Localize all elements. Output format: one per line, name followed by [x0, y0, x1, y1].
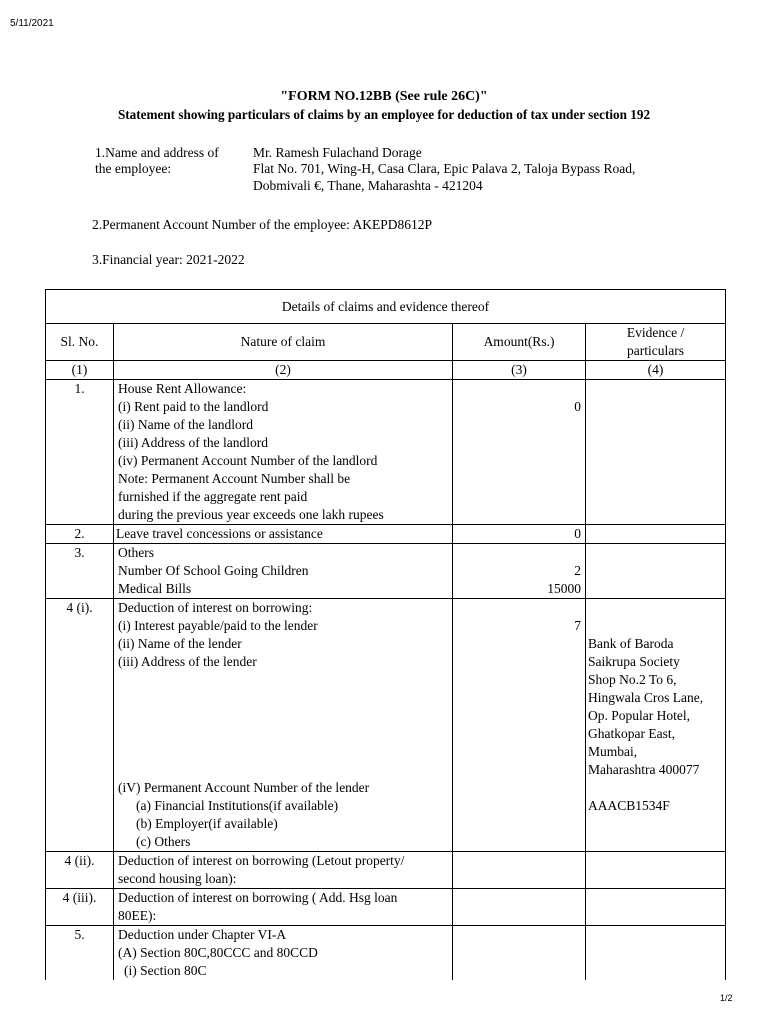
form-title: "FORM NO.12BB (See rule 26C)" — [280, 89, 488, 104]
header-amount: Amount(Rs.) — [453, 324, 586, 361]
sl-no: 5. — [46, 926, 114, 981]
claim-amount: 0 — [453, 525, 586, 544]
employee-pan: 2.Permanent Account Number of the employee: AKEPD8612P — [92, 217, 433, 232]
claim-amount — [453, 926, 586, 981]
claim-line: House Rent Allowance: — [118, 381, 247, 396]
col-num-2: (2) — [114, 361, 453, 380]
interest-amount: 7 — [574, 618, 581, 633]
claim-description — [114, 544, 453, 599]
claim-amount — [453, 544, 586, 599]
table-row — [46, 926, 726, 981]
claim-description — [114, 852, 453, 889]
header-row — [46, 324, 726, 361]
claim-line: second housing loan): — [118, 871, 237, 886]
claim-evidence — [586, 599, 726, 852]
claim-line: (i) Rent paid to the landlord — [118, 399, 269, 414]
claim-line: Deduction under Chapter VI-A — [118, 927, 287, 942]
claims-table — [45, 289, 726, 980]
col-num-4: (4) — [586, 361, 726, 380]
sl-no: 2. — [46, 525, 114, 544]
claim-evidence — [586, 525, 726, 544]
table-row — [46, 599, 726, 852]
lender-address-line: Ghatkopar East, — [588, 726, 675, 741]
claim-line: Deduction of interest on borrowing ( Add. Hsg loan — [118, 890, 398, 905]
claim-description — [114, 926, 453, 981]
employee-address-line1: Flat No. 701, Wing-H, Casa Clara, Epic Palava 2, Taloja Bypass Road, — [253, 161, 636, 176]
lender-pan: AAACB1534F — [588, 798, 670, 813]
form-subtitle: Statement showing particulars of claims by an employee for deduction of tax under section 192 — [117, 107, 651, 122]
sl-no: 1. — [46, 380, 114, 525]
sl-no: 3. — [46, 544, 114, 599]
claim-line: (ii) Name of the landlord — [118, 417, 253, 432]
claim-line: furnished if the aggregate rent paid — [118, 489, 308, 504]
claim-line: (iV) Permanent Account Number of the lender — [118, 780, 370, 795]
claim-amount — [453, 599, 586, 852]
claim-line: 80EE): — [118, 908, 157, 923]
employee-name: Mr. Ramesh Fulachand Dorage — [253, 145, 422, 160]
claim-line: (b) Employer(if available) — [136, 816, 278, 831]
claim-line: during the previous year exceeds one lakh rupees — [118, 507, 384, 522]
claim-description: Leave travel concessions or assistance — [114, 525, 453, 544]
col-num-3: (3) — [453, 361, 586, 380]
header-nature-of-claim: Nature of claim — [114, 324, 453, 361]
table-caption: Details of claims and evidence thereof — [46, 290, 726, 324]
header-sl-no: Sl. No. — [46, 324, 114, 361]
employee-address-label: the employee: — [95, 161, 172, 176]
table-row — [46, 544, 726, 599]
claim-line: Number Of School Going Children — [118, 563, 309, 578]
claim-description — [114, 599, 453, 852]
sl-no: 4 (ii). — [46, 852, 114, 889]
financial-year: 3.Financial year: 2021-2022 — [92, 252, 245, 267]
claim-line: Others — [118, 545, 154, 560]
claim-line: Note: Permanent Account Number shall be — [118, 471, 351, 486]
claim-description — [114, 889, 453, 926]
medical-amount: 15000 — [547, 581, 581, 596]
claim-amount — [453, 852, 586, 889]
claim-line: (a) Financial Institutions(if available) — [136, 798, 339, 813]
claim-line: Deduction of interest on borrowing (Letout property/ — [118, 853, 405, 868]
employee-address-line2: Dobmivali €, Thane, Maharashta - 421204 — [253, 178, 483, 193]
table-row — [46, 525, 726, 544]
lender-address-line: Shop No.2 To 6, — [588, 672, 677, 687]
lender-address-line: Hingwala Cros Lane, — [588, 690, 704, 705]
claim-description — [114, 380, 453, 525]
page-number: 1/2 — [720, 993, 733, 1003]
claim-evidence — [586, 544, 726, 599]
claim-evidence — [586, 926, 726, 981]
header-evidence-line2: particulars — [627, 343, 685, 358]
claim-line: (i) Interest payable/paid to the lender — [118, 618, 318, 633]
print-date: 5/11/2021 — [10, 18, 54, 29]
employee-name-label: 1.Name and address of — [95, 145, 219, 160]
rent-amount: 0 — [574, 399, 581, 414]
column-number-row — [46, 361, 726, 380]
table-row — [46, 889, 726, 926]
claim-line: Medical Bills — [118, 581, 192, 596]
children-amount: 2 — [574, 563, 581, 578]
claim-line: (ii) Name of the lender — [118, 636, 242, 651]
lender-address-line: Saikrupa Society — [588, 654, 680, 669]
lender-address-line: Maharashtra 400077 — [588, 762, 700, 777]
claim-line: (A) Section 80C,80CCC and 80CCD — [118, 945, 318, 960]
claim-amount — [453, 380, 586, 525]
claim-evidence — [586, 380, 726, 525]
claim-line: (c) Others — [136, 834, 191, 849]
table-row — [46, 852, 726, 889]
header-evidence — [586, 324, 726, 361]
lender-address-line: Op. Popular Hotel, — [588, 708, 690, 723]
sl-no: 4 (iii). — [46, 889, 114, 926]
claim-amount — [453, 889, 586, 926]
sl-no: 4 (i). — [46, 599, 114, 852]
header-evidence-line1: Evidence / — [626, 325, 685, 340]
claim-line: (i) Section 80C — [124, 963, 207, 978]
claim-evidence — [586, 889, 726, 926]
claim-line: Deduction of interest on borrowing: — [118, 600, 313, 615]
claim-line: (iii) Address of the lender — [118, 654, 257, 669]
col-num-1: (1) — [46, 361, 114, 380]
lender-address-line: Mumbai, — [588, 744, 638, 759]
claim-evidence — [586, 852, 726, 889]
claim-line: (iii) Address of the landlord — [118, 435, 268, 450]
claim-line: (iv) Permanent Account Number of the landlord — [118, 453, 378, 468]
table-row — [46, 380, 726, 525]
lender-name: Bank of Baroda — [588, 636, 674, 651]
